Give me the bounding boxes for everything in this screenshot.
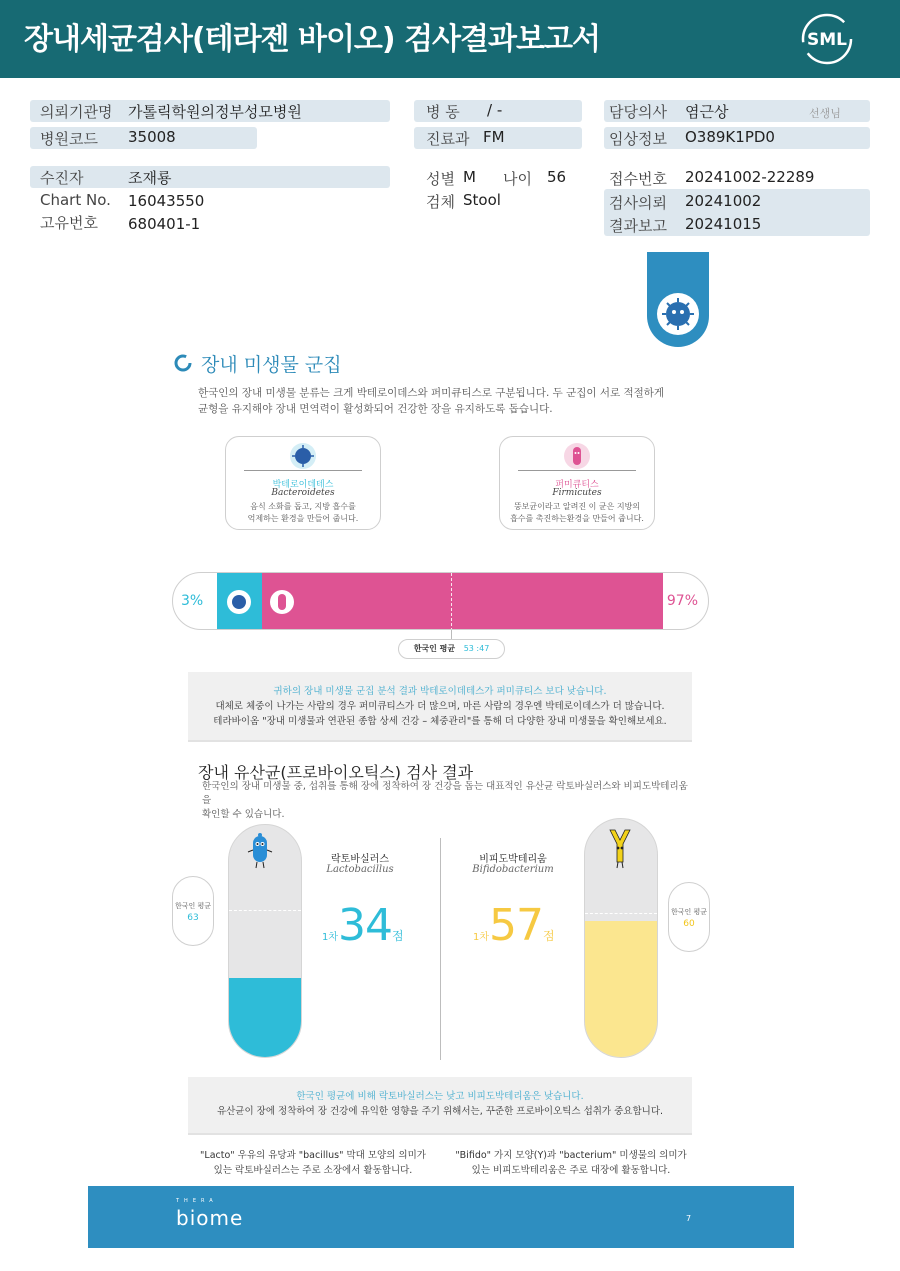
lactobacillus-avg-line — [229, 910, 301, 911]
microbe-badge — [647, 252, 709, 347]
doctor-value: 염근상 — [685, 103, 729, 121]
lactobacillus-character-icon — [245, 832, 275, 870]
age-label: 나이 — [503, 170, 532, 188]
bifido-footnote: "Bifido" 가지 모양(Y)과 "bacterium" 미생물의 의미가 있는 비피도박테리움은 주로 대장에 활동합니다. — [455, 1150, 687, 1176]
bifidobacterium-latin: Bifidobacterium — [472, 864, 554, 875]
community-title: 장내 미생물 군집 — [201, 354, 342, 376]
clinical-value: O389K1PD0 — [685, 128, 775, 146]
bacteroidetes-name: 박테로이데테스 — [272, 480, 334, 490]
community-notice: 귀하의 장내 미생물 군집 분석 결과 박테로이데테스가 퍼미큐티스 보다 낮습니다. 대체로 체중이 나가는 사람의 경우 퍼미큐티스가 더 많으며, 마른 사람의 경우엔 박테로이데스가 더 많습니다. 테라바이옴 "장내 미생물과 연관된 종합 상세 건강 – 체중관리"를 통해 더 다양한 장내 미생물을 확인해보세요. — [188, 672, 692, 742]
sml-logo — [798, 12, 856, 66]
clinical-label: 임상정보 — [609, 130, 667, 148]
institution-label: 의뢰기관명 — [40, 103, 113, 121]
firmicutes-icon — [562, 441, 592, 471]
probiotics-notice: 한국인 평균에 비해 락토바실러스는 낮고 비피도박테리움은 낮습니다. 유산균이 장에 정착하여 장 건강에 유익한 영향을 주기 위해서는, 꾸준한 프로바이오틱스 섭취가 중요합니다. — [188, 1077, 692, 1135]
lactobacillus-latin: Lactobacillus — [326, 864, 394, 875]
probiotics-description: 한국인의 장내 미생물 중, 섭취를 통해 장에 정착하여 장 건강을 돕는 대표적인 유산균 락토바실러스와 비피도박테리움을 확인할 수 있습니다. — [202, 781, 688, 820]
bacteroidetes-mini-icon — [226, 589, 252, 615]
report-date-value: 20241015 — [685, 215, 762, 233]
bifidobacterium-score: 1차57점 — [473, 900, 555, 951]
firmicutes-mini-icon — [269, 589, 295, 615]
report-title: 장내세균검사(테라젠 바이오) 검사결과보고서 — [24, 22, 600, 57]
firmicutes-card — [499, 436, 655, 530]
sex-label: 성별 — [426, 170, 455, 188]
age-value: 56 — [547, 168, 567, 186]
avg-value: 53 :47 — [463, 644, 490, 653]
bifidobacterium-fill — [585, 921, 657, 1057]
hospital-code-label: 병원코드 — [40, 130, 98, 148]
bacteroidetes-icon — [288, 441, 318, 471]
patient-name-label: 수진자 — [40, 169, 84, 187]
chart-no-value: 16043550 — [128, 192, 205, 210]
ward-value: / - — [487, 101, 503, 119]
firmicutes-desc: 뚱보균이라고 알려진 이 균은 지방의 흡수를 촉진하는환경을 만들어 줍니다. — [510, 502, 644, 523]
bacteroidetes-card — [225, 436, 381, 530]
lactobacillus-score: 1차34점 — [322, 900, 404, 951]
hospital-code-value: 35008 — [128, 128, 176, 146]
bifidobacterium-avg-pill: 한국인 평균 60 — [668, 882, 710, 952]
doctor-suffix: 선생님 — [809, 107, 841, 120]
dept-value: FM — [483, 128, 505, 146]
ring-icon — [173, 353, 193, 373]
receipt-label: 접수번호 — [609, 170, 667, 188]
probiotics-divider — [440, 838, 441, 1060]
sml-logo-text: SML — [807, 30, 847, 50]
korean-average-pill — [398, 639, 505, 659]
specimen-value: Stool — [463, 191, 501, 209]
lactobacillus-fill — [229, 978, 301, 1057]
lacto-footnote: "Lacto" 우유의 유당과 "bacillus" 막대 모양의 의미가 있는 락토바실러스는 주로 소장에서 활동합니다. — [200, 1150, 426, 1176]
firmicutes-pct: 97% — [666, 593, 698, 609]
report-header — [0, 0, 900, 78]
report-date-label: 결과보고 — [609, 217, 667, 235]
bifidobacterium-avg-line — [585, 913, 657, 914]
page-footer — [88, 1186, 794, 1248]
ratio-midline — [451, 573, 452, 630]
sex-value: M — [463, 168, 476, 186]
doctor-label: 담당의사 — [609, 103, 667, 121]
bacteroidetes-pct: 3% — [181, 593, 204, 609]
chart-no-label: Chart No. — [40, 191, 111, 209]
probiotics-title: 장내 유산균(프로바이오틱스) 검사 결과 — [198, 763, 474, 782]
footer-brand-logo: biome — [176, 1206, 244, 1230]
unique-id-label: 고유번호 — [40, 214, 98, 232]
bifidobacterium-name: 비피도박테리움 — [479, 854, 547, 865]
unique-id-value: 680401-1 — [128, 215, 201, 233]
community-ratio-bar — [172, 572, 709, 630]
ward-label: 병 동 — [426, 103, 460, 121]
specimen-label: 검체 — [426, 193, 455, 211]
avg-label: 한국인 평균 — [413, 644, 456, 653]
community-description: 한국인의 장내 미생물 분류는 크게 박테로이데스와 퍼미큐티스로 구분됩니다. 두 군집이 서로 적절하게 균형을 유지해야 장내 면역력이 활성화되어 건강한 장을 유지하도록 돕습니다. — [198, 387, 665, 415]
bacteroidetes-latin: Bacteroidetes — [271, 488, 335, 498]
footer-brand-small: THERA — [176, 1198, 218, 1204]
strip-patient — [30, 166, 390, 188]
page-number: 7 — [686, 1214, 692, 1223]
receipt-value: 20241002-22289 — [685, 168, 815, 186]
institution-value: 가톨릭학원의정부성모병원 — [128, 103, 302, 121]
dept-label: 진료과 — [426, 130, 470, 148]
bifidobacterium-character-icon — [606, 828, 634, 870]
lactobacillus-name: 락토바실러스 — [331, 854, 389, 865]
request-date-value: 20241002 — [685, 192, 762, 210]
lactobacillus-avg-pill: 한국인 평균 63 — [172, 876, 214, 946]
patient-name-value: 조재룡 — [128, 169, 172, 187]
request-date-label: 검사의뢰 — [609, 194, 667, 212]
firmicutes-latin: Firmicutes — [552, 488, 602, 498]
firmicutes-name: 퍼미큐티스 — [555, 480, 599, 490]
firmicutes-segment — [262, 573, 663, 630]
bacteroidetes-desc: 음식 소화를 돕고, 지방 흡수를 억제하는 환경을 만들어 줍니다. — [247, 502, 359, 523]
